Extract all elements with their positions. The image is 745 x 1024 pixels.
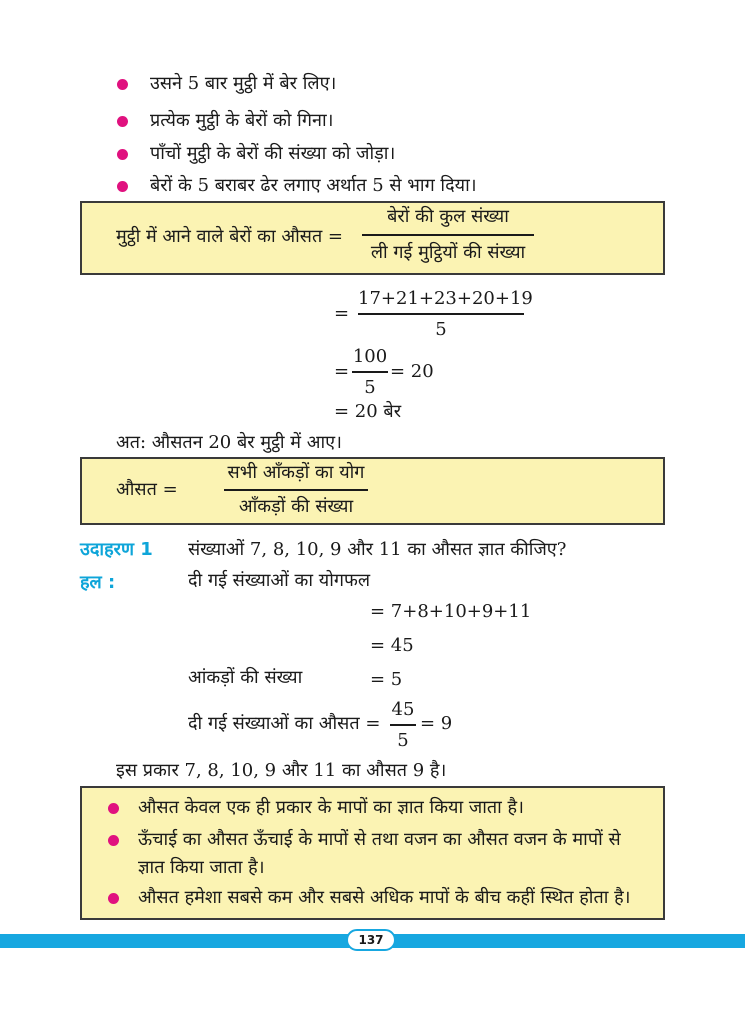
bullet-icon	[117, 181, 128, 192]
count-value: = 5	[370, 669, 403, 690]
average-result: = 9	[420, 713, 453, 734]
example-label: उदाहरण 1	[80, 539, 153, 560]
note-text-continued: ज्ञात किया जाता है।	[138, 857, 265, 878]
equals-sign: =	[334, 361, 350, 382]
page-number: 137	[346, 929, 396, 951]
bullet-icon	[117, 149, 128, 160]
note-text: ऊँचाई का औसत ऊँचाई के मापों से तथा वजन का औसत वजन के मापों से	[138, 829, 621, 850]
fraction-denominator: 5	[364, 376, 376, 398]
result-line: = 20 बेर	[334, 401, 402, 422]
note-text: औसत केवल एक ही प्रकार के मापों का ज्ञात किया जाता है।	[138, 797, 524, 818]
bullet-icon	[108, 803, 119, 814]
solution-label: हल :	[80, 572, 116, 593]
fraction-numerator: बेरों की कुल संख्या	[387, 206, 509, 227]
formula-label: मुट्ठी में आने वाले बेरों का औसत =	[116, 226, 344, 247]
sum-label: दी गई संख्याओं का योगफल	[188, 570, 371, 591]
example-question: संख्याओं 7, 8, 10, 9 और 11 का औसत ज्ञात कीजिए?	[188, 539, 567, 560]
hundred-fraction	[352, 346, 388, 399]
result-value: = 20	[390, 361, 434, 382]
average-fraction	[224, 462, 368, 518]
fraction-denominator: ली गई मुट्ठियों की संख्या	[370, 241, 526, 263]
sum-result: = 45	[370, 635, 414, 656]
formula-fraction	[362, 206, 534, 264]
fraction-denominator: 5	[397, 729, 409, 751]
sum-fraction	[358, 288, 533, 341]
fraction-denominator: आँकड़ों की संख्या	[238, 495, 354, 517]
example-conclusion: इस प्रकार 7, 8, 10, 9 और 11 का औसत 9 है।	[116, 760, 447, 781]
formula-label: औसत =	[116, 479, 178, 500]
fraction-numerator: 17+21+23+20+19	[358, 288, 533, 309]
sum-expression: = 7+8+10+9+11	[370, 601, 532, 622]
count-label: आंकड़ों की संख्या	[188, 667, 303, 688]
bullet-text: उसने 5 बार मुट्ठी में बेर लिए।	[150, 73, 337, 94]
fraction-numerator: 45	[391, 699, 415, 720]
bullet-icon	[117, 116, 128, 127]
average-label: दी गई संख्याओं का औसत =	[188, 713, 381, 734]
bullet-text: प्रत्येक मुट्ठी के बेरों को गिना।	[150, 110, 334, 131]
fraction-denominator: 5	[435, 318, 447, 340]
bullet-icon	[108, 893, 119, 904]
bullet-icon	[108, 835, 119, 846]
bullet-text: पाँचों मुट्ठी के बेरों की संख्या को जोड़ा।	[150, 143, 396, 164]
bullet-text: बेरों के 5 बराबर ढेर लगाए अर्थात 5 से भाग दिया।	[150, 175, 477, 196]
fraction-numerator: सभी आँकड़ों का योग	[227, 462, 365, 483]
note-text: औसत हमेशा सबसे कम और सबसे अधिक मापों के बीच कहीं स्थित होता है।	[138, 887, 631, 908]
average-result-fraction	[390, 699, 416, 752]
bullet-icon	[117, 79, 128, 90]
equals-sign: =	[334, 303, 350, 324]
conclusion-text: अत: औसतन 20 बेर मुट्ठी में आए।	[116, 432, 342, 453]
fraction-numerator: 100	[352, 346, 388, 367]
